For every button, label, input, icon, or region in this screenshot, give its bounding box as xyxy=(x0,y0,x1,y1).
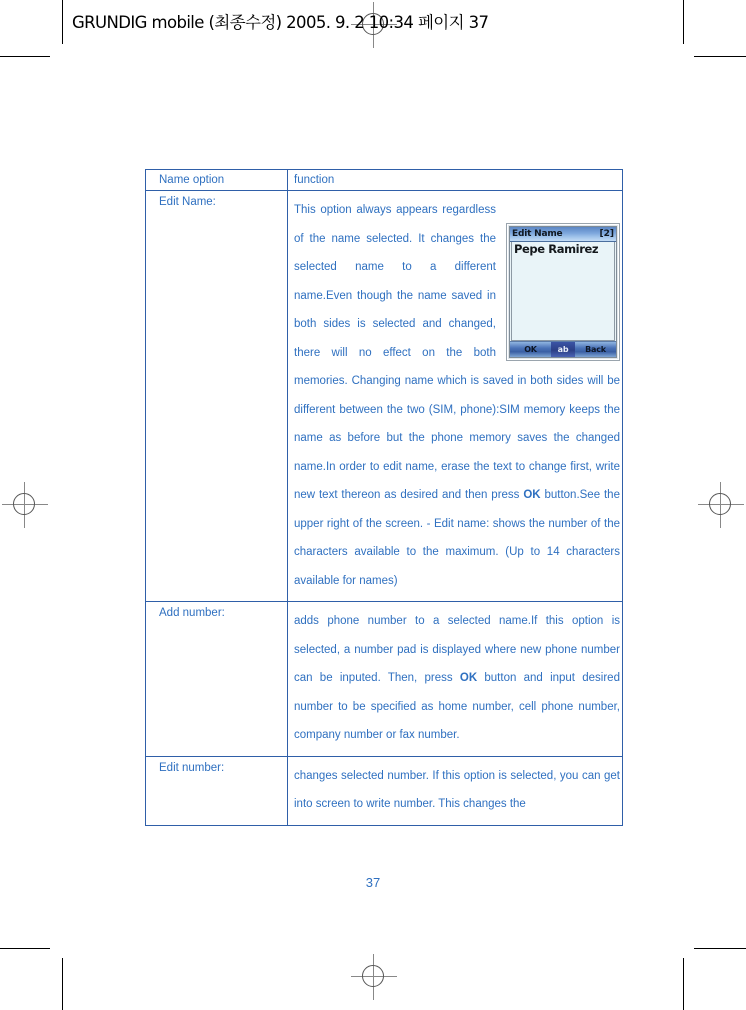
row-description-edit-name xyxy=(288,191,622,601)
phone-softkey-bar xyxy=(510,341,616,357)
paragraph-edit-number xyxy=(294,762,620,819)
row-label-add-number: Add number: xyxy=(146,602,288,756)
phone-screenshot-figure xyxy=(506,223,620,361)
column-header-name-option: Name option xyxy=(146,170,288,190)
registration-mark-bottom xyxy=(351,954,397,1000)
phone-display xyxy=(509,226,617,358)
table-row xyxy=(146,757,622,825)
crop-mark-bottom-left-vertical xyxy=(62,958,63,1010)
crop-mark-bottom-left-horizontal xyxy=(0,948,50,949)
add-number-ok-keyword: OK xyxy=(459,672,478,684)
crop-mark-bottom-right-vertical xyxy=(683,958,684,1010)
table-row xyxy=(146,602,622,757)
edit-number-text-part1: changes selected number. If this option is selected, you can get into screen to write number. This changes the xyxy=(294,769,620,810)
phone-softkey-ok[interactable]: OK xyxy=(524,345,537,354)
paragraph-add-number xyxy=(294,607,620,750)
edit-name-text-part1: This option always appears regardless of the name selected. It changes the selected name to a different name.Even though the name saved in both sides is selected and changed, there will no effect on the both memories. Changing name which is saved in both sides will be different between the two (SIM, phone):SIM memory keeps the name as before but the phone memory saves the changed name.In order to edit name, erase the text to change first, write new text thereon as desired and then press xyxy=(294,204,620,501)
crop-mark-top-right-vertical xyxy=(683,0,684,44)
registration-circle xyxy=(709,493,731,515)
registration-mark-left xyxy=(2,482,48,528)
registration-circle xyxy=(362,965,384,987)
row-label-edit-number: Edit number: xyxy=(146,757,288,825)
add-number-text-part2: button and input desired number to be specified as home number, cell phone number, company number or fax number. xyxy=(294,672,620,741)
row-label-edit-name: Edit Name: xyxy=(146,191,288,601)
crop-mark-top-left-horizontal xyxy=(0,56,50,57)
registration-mark-right xyxy=(698,482,744,528)
column-header-function: function xyxy=(294,174,335,186)
phone-softkey-input-mode[interactable]: ab xyxy=(551,342,575,357)
name-option-table xyxy=(145,169,623,826)
phone-name-entry-value: Pepe Ramirez xyxy=(514,242,599,256)
edit-name-text-part2: button.See the upper right of the screen. - Edit name: shows the number of the characters available to the maximum. (Up to 14 characters available for names) xyxy=(294,489,620,587)
edit-name-ok-keyword: OK xyxy=(523,489,541,501)
table-row xyxy=(146,191,622,602)
phone-text-area[interactable] xyxy=(511,242,615,341)
page-number: 37 xyxy=(365,875,381,890)
phone-character-counter: [2] xyxy=(599,228,614,239)
registration-circle xyxy=(13,493,35,515)
row-description-add-number xyxy=(288,602,622,756)
phone-title-label: Edit Name xyxy=(512,228,563,239)
crop-mark-bottom-right-horizontal xyxy=(694,948,746,949)
add-number-text-part1: adds phone number to a selected name.If this option is selected, a number pad is displayed where new phone number can be inputed. Then, press xyxy=(294,615,620,684)
crop-mark-top-right-horizontal xyxy=(694,56,746,57)
crop-mark-top-left-vertical xyxy=(62,0,63,44)
row-description-edit-number xyxy=(288,757,622,825)
table-header-row xyxy=(146,170,622,191)
prepress-header-slug: GRUNDIG mobile (최종수정) 2005. 9. 2 10:34 페이지 37 xyxy=(72,13,489,32)
phone-softkey-back[interactable]: Back xyxy=(585,345,606,354)
phone-title-bar xyxy=(510,227,616,242)
phone-device-frame xyxy=(506,223,620,361)
